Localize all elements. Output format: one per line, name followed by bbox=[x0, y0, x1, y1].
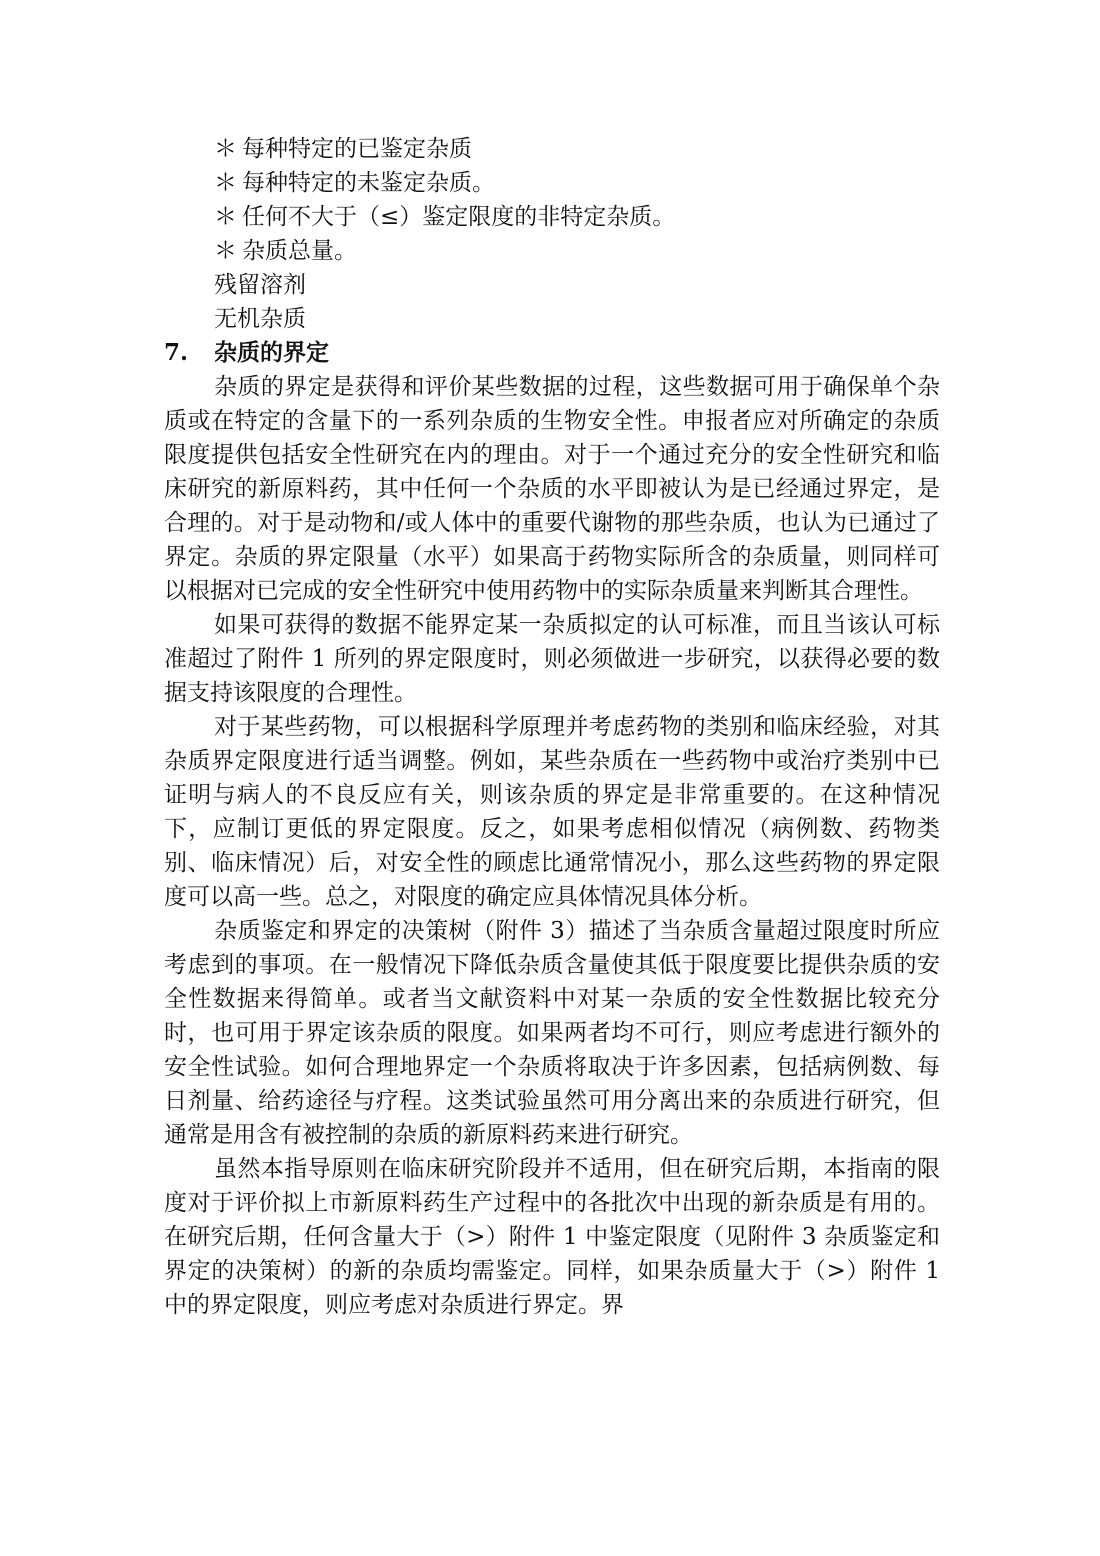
asterisk-icon: ＊ bbox=[214, 204, 237, 230]
asterisk-icon: ＊ bbox=[214, 136, 237, 162]
bullet-text: 每种特定的未鉴定杂质。 bbox=[242, 170, 495, 196]
paragraph: 如果可获得的数据不能界定某一杂质拟定的认可标准，而且当该认可标准超过了附件 1 所列的界定限度时，则必须做进一步研究，以获得必要的数据支持该限度的合理性。 bbox=[164, 612, 940, 706]
bullet-item bbox=[214, 132, 940, 166]
bullet-text: 杂质总量。 bbox=[242, 238, 357, 264]
list-item-residual-solvents: 残留溶剂 bbox=[214, 272, 306, 298]
paragraph: 对于某些药物，可以根据科学原理并考虑药物的类别和临床经验，对其杂质界定限度进行适当调整。例如，某些杂质在一些药物中或治疗类别中已证明与病人的不良反应有关，则该杂质的界定是非常重要的。在这种情况下，应制订更低的界定限度。反之，如果考虑相似情况（病例数、药物类别、临床情况）后，对安全性的顾虑比通常情况小，那么这些药物的界定限度可以高一些。总之，对限度的确定应具体情况具体分析。 bbox=[164, 714, 940, 910]
section-title: 杂质的界定 bbox=[214, 339, 329, 366]
bullet-text: 每种特定的已鉴定杂质 bbox=[242, 136, 472, 162]
section-number: 7. bbox=[164, 339, 189, 366]
bullet-item bbox=[214, 166, 940, 200]
asterisk-icon: ＊ bbox=[214, 170, 237, 196]
asterisk-icon: ＊ bbox=[214, 238, 237, 264]
bullet-item bbox=[214, 234, 940, 268]
list-item-inorganic-impurities: 无机杂质 bbox=[214, 306, 306, 332]
bullet-text: 任何不大于（≤）鉴定限度的非特定杂质。 bbox=[242, 204, 676, 230]
section-heading bbox=[164, 336, 940, 370]
document-page bbox=[164, 132, 940, 1322]
bullet-item bbox=[214, 200, 940, 234]
paragraph: 杂质的界定是获得和评价某些数据的过程，这些数据可用于确保单个杂质或在特定的含量下的一系列杂质的生物安全性。申报者应对所确定的杂质限度提供包括安全性研究在内的理由。对于一个通过充分的安全性研究和临床研究的新原料药，其中任何一个杂质的水平即被认为是已经通过界定，是合理的。对于是动物和/或人体中的重要代谢物的那些杂质，也认为已通过了界定。杂质的界定限量（水平）如果高于药物实际所含的杂质量，则同样可以根据对已完成的安全性研究中使用药物中的实际杂质量来判断其合理性。 bbox=[164, 374, 940, 604]
paragraph: 虽然本指导原则在临床研究阶段并不适用，但在研究后期，本指南的限度对于评价拟上市新原料药生产过程中的各批次中出现的新杂质是有用的。在研究后期，任何含量大于（>）附件 1 中鉴定限度（见附件 3 杂质鉴定和界定的决策树）的新的杂质均需鉴定。同样，如果杂质量大于（>）附件 1 中的界定限度，则应考虑对杂质进行界定。界 bbox=[164, 1156, 940, 1318]
paragraph: 杂质鉴定和界定的决策树（附件 3）描述了当杂质含量超过限度时所应考虑到的事项。在一般情况下降低杂质含量使其低于限度要比提供杂质的安全性数据来得简单。或者当文献资料中对某一杂质的安全性数据比较充分时，也可用于界定该杂质的限度。如果两者均不可行，则应考虑进行额外的安全性试验。如何合理地界定一个杂质将取决于许多因素，包括病例数、每日剂量、给药途径与疗程。这类试验虽然可用分离出来的杂质进行研究，但通常是用含有被控制的杂质的新原料药来进行研究。 bbox=[164, 918, 940, 1148]
